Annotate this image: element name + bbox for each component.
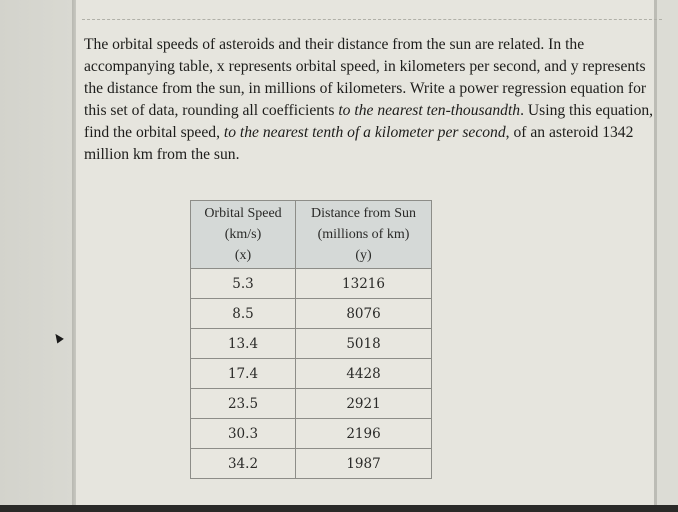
table-row [191, 269, 432, 299]
question-part-1: The orbital speeds of asteroids and their distance from the sun are related. In the accompanying table, x represents orbital speed, in kilometers per second, and y represents the distance from the sun, in millions of kilometers. Write a power regression equation for this set of data, rounding all coefficients [84, 36, 647, 119]
table-row [191, 419, 432, 449]
header-y-unit: (millions of km) [317, 227, 410, 242]
cell-y: 2196 [296, 419, 432, 449]
table-header-row [191, 201, 432, 269]
header-x-var: (x) [234, 248, 252, 263]
question-part-3: , of an asteroid 1342 million km from the sun. [84, 124, 634, 163]
bottom-bar [0, 505, 678, 512]
question-emphasis-1: to the nearest ten-thousandth [338, 102, 521, 119]
table-row [191, 389, 432, 419]
header-x-unit: (km/s) [224, 227, 262, 242]
header-y-var: (y) [355, 248, 372, 263]
question-emphasis-2: to the nearest tenth of a kilometer per second [223, 124, 506, 141]
cell-x: 17.4 [191, 359, 296, 389]
header-x-title: Orbital Speed [204, 206, 282, 221]
header-orbital-speed [191, 201, 296, 269]
cell-y: 13216 [296, 269, 432, 299]
cell-x: 8.5 [191, 299, 296, 329]
question-text [84, 34, 654, 166]
table-row [191, 299, 432, 329]
table-row [191, 329, 432, 359]
question-part-2: . Using this equation, find the orbital speed, [84, 102, 654, 141]
cell-x: 23.5 [191, 389, 296, 419]
dashed-divider [82, 19, 662, 20]
cell-y: 5018 [296, 329, 432, 359]
cell-x: 13.4 [191, 329, 296, 359]
cell-x: 30.3 [191, 419, 296, 449]
cell-y: 8076 [296, 299, 432, 329]
cell-x: 5.3 [191, 269, 296, 299]
data-table [190, 200, 432, 479]
cell-x: 34.2 [191, 449, 296, 479]
cell-y: 4428 [296, 359, 432, 389]
table-row [191, 359, 432, 389]
left-pane [0, 0, 72, 512]
right-pane [657, 0, 678, 505]
cell-y: 2921 [296, 389, 432, 419]
header-y-title: Distance from Sun [311, 206, 416, 221]
cell-y: 1987 [296, 449, 432, 479]
table-row [191, 449, 432, 479]
header-distance-from-sun [296, 201, 432, 269]
